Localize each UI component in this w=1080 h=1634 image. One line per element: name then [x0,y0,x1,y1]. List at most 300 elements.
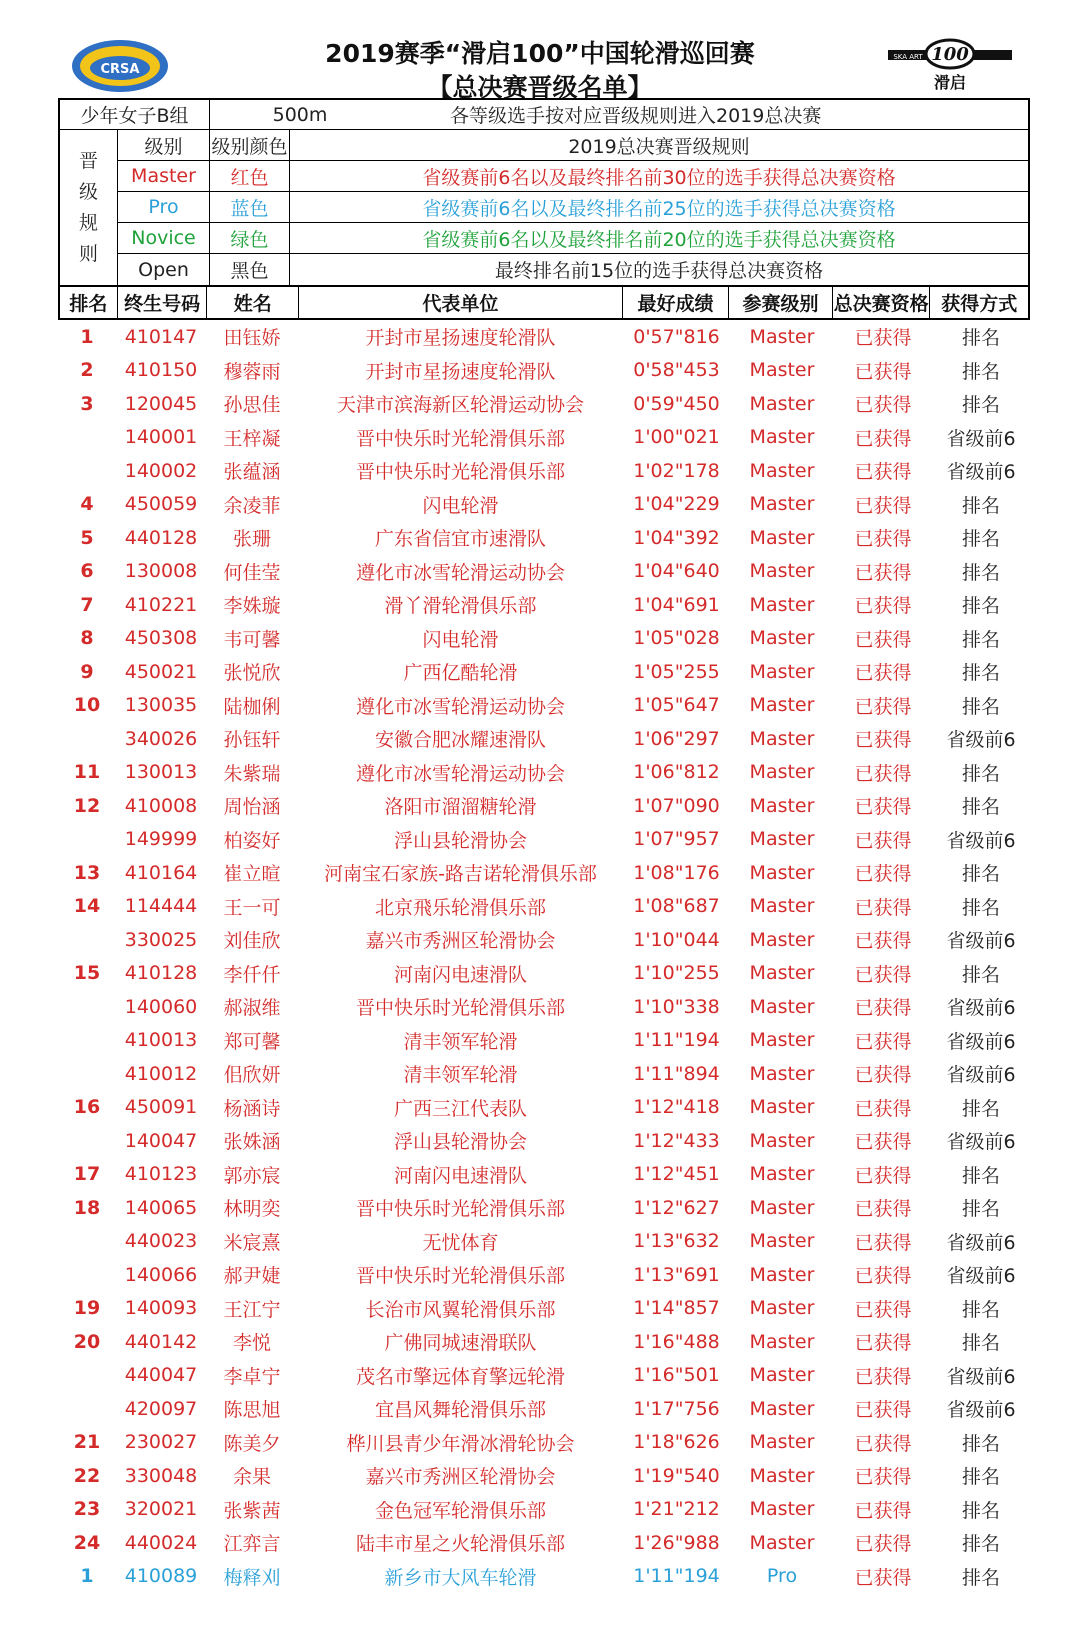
qualification-cell: 已获得 [854,1231,912,1254]
table-row [58,957,1030,991]
time-cell: 1'11"194 [633,1565,720,1588]
level-cell: Master [749,1364,815,1387]
level-cell: Master [749,1263,815,1286]
rank-cell: 1 [80,325,94,348]
table-row [58,421,1030,455]
level-cell: Master [749,895,815,918]
table-row [58,1459,1030,1493]
col-rank: 排名 [60,287,118,318]
table-row [58,689,1030,723]
col-time: 最好成绩 [623,287,730,318]
unit-cell: 嘉兴市秀洲区轮滑协会 [365,1466,556,1489]
unit-cell: 北京飛乐轮滑俱乐部 [374,896,546,919]
unit-cell: 天津市滨海新区轮滑运动协会 [336,394,584,417]
results-header [58,287,1030,320]
id-cell: 410128 [124,962,198,985]
qualification-cell: 已获得 [854,1533,912,1556]
qualification-cell: 已获得 [854,1164,912,1187]
qualification-cell: 已获得 [854,930,912,953]
name-cell: 田钰娇 [223,327,281,350]
method-cell: 排名 [961,1499,1000,1522]
table-row [58,823,1030,857]
method-cell: 排名 [961,1164,1000,1187]
table-row [58,1258,1030,1292]
svg-text:滑启: 滑启 [933,73,967,92]
table-row [58,1057,1030,1091]
rule-color-open: 黑色 [210,254,290,285]
qualification-cell: 已获得 [854,896,912,919]
name-cell: 王江宁 [223,1298,281,1321]
level-cell: Master [749,928,815,951]
rank-cell: 7 [80,593,94,616]
time-cell: 1'10"338 [633,995,720,1018]
level-cell: Master [749,493,815,516]
name-cell: 柏姿好 [223,829,281,852]
id-cell: 450091 [124,1096,198,1119]
table-row [58,1292,1030,1326]
method-cell: 排名 [961,695,1000,718]
name-cell: 梅释刈 [223,1566,281,1589]
name-cell: 韦可馨 [223,628,281,651]
level-cell: Master [749,1531,815,1554]
rank-cell: 4 [80,493,94,516]
rank-cell: 8 [80,627,94,650]
level-cell: Master [749,1297,815,1320]
table-row [58,1426,1030,1460]
time-cell: 1'13"632 [633,1230,720,1253]
method-cell: 排名 [961,1198,1000,1221]
level-cell: Master [749,1062,815,1085]
name-cell: 朱紫瑞 [223,762,281,785]
rule-level-novice: Novice [118,223,210,254]
unit-cell: 陆丰市星之火轮滑俱乐部 [355,1533,565,1556]
id-cell: 140001 [124,426,198,449]
id-cell: 410013 [124,1029,198,1052]
rank-cell: 19 [73,1297,101,1320]
name-cell: 余果 [232,1466,271,1489]
level-cell: Master [749,359,815,382]
level-cell: Master [749,727,815,750]
rule-level-pro: Pro [118,192,210,223]
level-cell: Master [749,660,815,683]
id-cell: 410123 [124,1163,198,1186]
name-cell: 陈思旭 [223,1399,281,1422]
unit-cell: 晋中快乐时光轮滑俱乐部 [355,1198,565,1221]
rank-cell: 24 [73,1531,101,1554]
rank-cell: 14 [73,895,101,918]
qualification-cell: 已获得 [854,1365,912,1388]
svg-text:CRSA: CRSA [100,62,140,77]
name-cell: 李仟仟 [223,963,281,986]
unit-cell: 宜昌风舞轮滑俱乐部 [374,1399,546,1422]
unit-cell: 晋中快乐时光轮滑俱乐部 [355,461,565,484]
level-cell: Master [749,1029,815,1052]
level-cell: Master [749,1230,815,1253]
qualification-cell: 已获得 [854,1030,912,1053]
name-cell: 陆枷俐 [223,695,281,718]
col-id: 终生号码 [118,287,208,318]
table-row [58,990,1030,1024]
level-cell: Pro [766,1565,798,1588]
method-cell: 排名 [961,528,1000,551]
qualification-cell: 已获得 [854,1332,912,1355]
unit-cell: 河南闪电速滑队 [393,963,527,986]
table-row [58,1526,1030,1560]
method-cell: 排名 [961,628,1000,651]
name-cell: 李悦 [232,1332,271,1355]
method-cell: 排名 [961,863,1000,886]
col-qualification: 总决赛资格 [833,287,931,318]
name-cell: 李卓宁 [223,1365,281,1388]
qualification-cell: 已获得 [854,1064,912,1087]
table-row [58,789,1030,823]
unit-cell: 遵化市冰雪轮滑运动协会 [355,561,565,584]
qualification-cell: 已获得 [854,1399,912,1422]
time-cell: 1'13"691 [633,1263,720,1286]
time-cell: 1'06"297 [633,727,720,750]
qualification-cell: 已获得 [854,494,912,517]
time-cell: 1'07"090 [633,794,720,817]
table-row [58,354,1030,388]
time-cell: 0'59"450 [633,392,720,415]
table-row [58,722,1030,756]
time-cell: 1'04"691 [633,593,720,616]
method-cell: 省级前6 [946,1365,1016,1388]
table-row [58,1359,1030,1393]
table-row [58,521,1030,555]
qualification-cell: 已获得 [854,829,912,852]
method-cell: 省级前6 [946,1030,1016,1053]
id-cell: 410147 [124,325,198,348]
qualification-cell: 已获得 [854,1499,912,1522]
time-cell: 1'26"988 [633,1531,720,1554]
id-cell: 114444 [124,895,198,918]
time-cell: 1'12"627 [633,1196,720,1219]
method-cell: 排名 [961,896,1000,919]
time-cell: 1'07"957 [633,828,720,851]
qualification-cell: 已获得 [854,1432,912,1455]
time-cell: 1'12"451 [633,1163,720,1186]
id-cell: 130035 [124,694,198,717]
rank-cell: 6 [80,560,94,583]
table-row [58,655,1030,689]
unit-cell: 晋中快乐时光轮滑俱乐部 [355,427,565,450]
qualification-cell: 已获得 [854,762,912,785]
table-row [58,756,1030,790]
qualification-cell: 已获得 [854,628,912,651]
name-cell: 余凌菲 [223,494,281,517]
method-cell: 排名 [961,595,1000,618]
rank-cell: 18 [73,1196,101,1219]
id-cell: 140047 [124,1129,198,1152]
level-cell: Master [749,828,815,851]
time-cell: 1'19"540 [633,1464,720,1487]
qualification-cell: 已获得 [854,1298,912,1321]
qualification-cell: 已获得 [854,394,912,417]
unit-cell: 闪电轮滑 [422,628,499,651]
unit-cell: 洛阳市溜溜糖轮滑 [384,796,537,819]
time-cell: 1'05"255 [633,660,720,683]
id-cell: 140065 [124,1196,198,1219]
rules-header-color: 级别颜色 [210,130,290,161]
time-cell: 1'02"178 [633,459,720,482]
name-cell: 李姝璇 [223,595,281,618]
col-name: 姓名 [207,287,299,318]
rank-cell: 21 [73,1431,101,1454]
level-cell: Master [749,1196,815,1219]
id-cell: 330025 [124,928,198,951]
method-cell: 排名 [961,1298,1000,1321]
qualification-cell: 已获得 [854,360,912,383]
unit-cell: 嘉兴市秀洲区轮滑协会 [365,930,556,953]
name-cell: 郝淑维 [223,997,281,1020]
level-cell: Master [749,794,815,817]
qualification-cell: 已获得 [854,461,912,484]
time-cell: 1'04"392 [633,526,720,549]
qualification-cell: 已获得 [854,1265,912,1288]
rules-header-level: 级别 [118,130,210,161]
method-cell: 排名 [961,327,1000,350]
method-cell: 排名 [961,662,1000,685]
method-cell: 排名 [961,1566,1000,1589]
qualification-cell: 已获得 [854,595,912,618]
table-row [58,1191,1030,1225]
method-cell: 省级前6 [946,461,1016,484]
time-cell: 1'00"021 [633,426,720,449]
level-cell: Master [749,1498,815,1521]
name-cell: 王梓凝 [223,427,281,450]
id-cell: 440047 [124,1364,198,1387]
qualification-cell: 已获得 [854,796,912,819]
page-header [0,0,1080,100]
unit-cell: 广东省信宜市速滑队 [374,528,546,551]
name-cell: 张悦欣 [223,662,281,685]
unit-cell: 安徽合肥冰耀速滑队 [374,729,546,752]
time-cell: 1'06"812 [633,761,720,784]
time-cell: 1'18"626 [633,1431,720,1454]
rank-cell: 2 [80,359,94,382]
table-row [58,1325,1030,1359]
rule-text-master: 省级赛前6名以及最终排名前30位的选手获得总决赛资格 [290,161,1028,192]
name-cell: 张珊 [232,528,271,551]
id-cell: 410089 [124,1565,198,1588]
id-cell: 410150 [124,359,198,382]
qualification-cell: 已获得 [854,528,912,551]
id-cell: 130013 [124,761,198,784]
table-row [58,1158,1030,1192]
time-cell: 1'10"255 [633,962,720,985]
unit-cell: 开封市星扬速度轮滑队 [365,360,556,383]
time-cell: 0'57"816 [633,325,720,348]
rank-cell: 20 [73,1330,101,1353]
level-cell: Master [749,962,815,985]
time-cell: 1'10"044 [633,928,720,951]
rule-text-pro: 省级赛前6名以及最终排名前25位的选手获得总决赛资格 [290,192,1028,223]
id-cell: 410012 [124,1062,198,1085]
id-cell: 410221 [124,593,198,616]
id-cell: 450059 [124,493,198,516]
name-cell: 郝尹婕 [223,1265,281,1288]
method-cell: 排名 [961,394,1000,417]
id-cell: 320021 [124,1498,198,1521]
rank-cell: 10 [73,694,101,717]
qualification-cell: 已获得 [854,863,912,886]
name-cell: 王一可 [223,896,281,919]
rank-cell: 15 [73,962,101,985]
time-cell: 1'11"194 [633,1029,720,1052]
table-row [58,1560,1030,1594]
name-cell: 穆蓉雨 [223,360,281,383]
table-row [58,387,1030,421]
brand-logo [888,36,1012,98]
unit-cell: 广西亿酷轮滑 [403,662,518,685]
unit-cell: 晋中快乐时光轮滑俱乐部 [355,1265,565,1288]
level-cell: Master [749,1163,815,1186]
method-cell: 排名 [961,1466,1000,1489]
table-row [58,1024,1030,1058]
unit-cell: 新乡市大风车轮滑 [384,1566,537,1589]
qualification-cell: 已获得 [854,1466,912,1489]
name-cell: 周怡涵 [223,796,281,819]
id-cell: 230027 [124,1431,198,1454]
unit-cell: 遵化市冰雪轮滑运动协会 [355,695,565,718]
level-cell: Master [749,627,815,650]
method-cell: 省级前6 [946,1399,1016,1422]
unit-cell: 无忧体育 [422,1231,499,1254]
time-cell: 1'17"756 [633,1397,720,1420]
method-cell: 省级前6 [946,729,1016,752]
method-cell: 排名 [961,494,1000,517]
method-cell: 排名 [961,1432,1000,1455]
name-cell: 孙思佳 [223,394,281,417]
id-cell: 149999 [124,828,198,851]
rank-cell: 13 [73,861,101,884]
rule-color-pro: 蓝色 [210,192,290,223]
name-cell: 陈美夕 [223,1432,281,1455]
time-cell: 1'04"229 [633,493,720,516]
time-cell: 1'08"687 [633,895,720,918]
method-cell: 省级前6 [946,1064,1016,1087]
name-cell: 林明奕 [223,1198,281,1221]
rank-cell: 16 [73,1096,101,1119]
id-cell: 440023 [124,1230,198,1253]
unit-cell: 开封市星扬速度轮滑队 [365,327,556,350]
name-cell: 杨涵诗 [223,1097,281,1120]
id-cell: 450308 [124,627,198,650]
method-cell: 排名 [961,1332,1000,1355]
method-cell: 排名 [961,360,1000,383]
rule-text-novice: 省级赛前6名以及最终排名前20位的选手获得总决赛资格 [290,223,1028,254]
id-cell: 330048 [124,1464,198,1487]
name-cell: 刘佳欣 [223,930,281,953]
qualification-cell: 已获得 [854,963,912,986]
level-cell: Master [749,1129,815,1152]
method-cell: 排名 [961,796,1000,819]
method-cell: 省级前6 [946,1265,1016,1288]
name-cell: 张蕴涵 [223,461,281,484]
table-row [58,454,1030,488]
unit-cell: 茂名市擎远体育擎远轮滑 [355,1365,565,1388]
name-cell: 何佳莹 [223,561,281,584]
id-cell: 140002 [124,459,198,482]
method-cell: 排名 [961,1533,1000,1556]
table-row [58,555,1030,589]
qualification-cell: 已获得 [854,561,912,584]
name-cell: 郑可馨 [223,1030,281,1053]
unit-cell: 清丰领军轮滑 [403,1030,518,1053]
qualification-cell: 已获得 [854,1198,912,1221]
name-cell: 崔立暄 [223,863,281,886]
unit-cell: 遵化市冰雪轮滑运动协会 [355,762,565,785]
level-cell: Master [749,761,815,784]
method-cell: 省级前6 [946,829,1016,852]
id-cell: 410164 [124,861,198,884]
time-cell: 1'12"433 [633,1129,720,1152]
method-cell: 排名 [961,1097,1000,1120]
time-cell: 1'04"640 [633,560,720,583]
time-cell: 1'12"418 [633,1096,720,1119]
table-row [58,856,1030,890]
unit-cell: 河南宝石家族-路吉诺轮滑俱乐部 [324,863,597,886]
unit-cell: 浮山县轮滑协会 [393,1131,527,1154]
svg-text:SKA ART: SKA ART [893,53,923,61]
page-subtitle: 【总决赛晋级名单】 [427,73,653,102]
qualification-cell: 已获得 [854,729,912,752]
level-cell: Master [749,593,815,616]
id-cell: 120045 [124,392,198,415]
unit-cell: 浮山县轮滑协会 [393,829,527,852]
time-cell: 1'05"028 [633,627,720,650]
qualification-cell: 已获得 [854,1097,912,1120]
method-cell: 省级前6 [946,427,1016,450]
id-cell: 340026 [124,727,198,750]
rules-table [58,98,1030,287]
id-cell: 130008 [124,560,198,583]
name-cell: 孙钰轩 [223,729,281,752]
id-cell: 440142 [124,1330,198,1353]
qualification-cell: 已获得 [854,662,912,685]
table-row [58,923,1030,957]
table-row [58,1493,1030,1527]
rank-cell: 23 [73,1498,101,1521]
method-cell: 省级前6 [946,930,1016,953]
rule-text-open: 最终排名前15位的选手获得总决赛资格 [494,260,824,282]
unit-cell: 晋中快乐时光轮滑俱乐部 [355,997,565,1020]
name-cell: 张姝涵 [223,1131,281,1154]
table-row [58,890,1030,924]
time-cell: 1'05"647 [633,694,720,717]
unit-cell: 长治市风翼轮滑俱乐部 [365,1298,556,1321]
name-cell: 郭亦宸 [223,1164,281,1187]
time-cell: 1'21"212 [633,1498,720,1521]
unit-cell: 金色冠军轮滑俱乐部 [374,1499,546,1522]
unit-cell: 滑丫滑轮滑俱乐部 [384,595,537,618]
name-cell: 米宸熹 [223,1231,281,1254]
table-row [58,320,1030,354]
rank-cell: 11 [73,761,101,784]
id-cell: 420097 [124,1397,198,1420]
level-cell: Master [749,392,815,415]
qualification-cell: 已获得 [854,997,912,1020]
time-cell: 1'08"176 [633,861,720,884]
rank-cell: 22 [73,1464,101,1487]
table-row [58,622,1030,656]
id-cell: 140093 [124,1297,198,1320]
level-cell: Master [749,426,815,449]
qualification-cell: 已获得 [854,1131,912,1154]
rank-cell: 9 [80,660,94,683]
rule-color-novice: 绿色 [210,223,290,254]
